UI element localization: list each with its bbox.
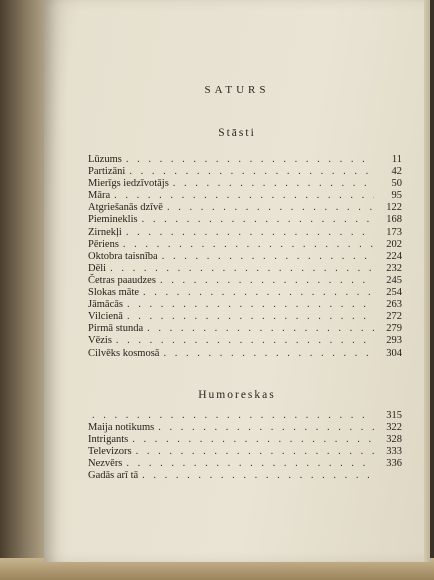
- toc-entry-page: 232: [386, 262, 402, 274]
- toc-entry: [88, 202, 402, 214]
- toc-entry-title: Vilcienā: [88, 311, 123, 323]
- toc-entry-title: Nezvērs: [88, 458, 123, 470]
- toc-entry-page: 11: [391, 154, 402, 165]
- dot-leader: [167, 202, 374, 213]
- book-binding: [0, 0, 48, 580]
- toc-entry-page: 272: [386, 311, 402, 323]
- toc-entry-page: 122: [386, 202, 402, 214]
- dot-leader: [136, 446, 374, 457]
- toc-entry: [88, 458, 402, 470]
- toc-entry: [88, 275, 402, 287]
- book-page: [44, 0, 430, 562]
- toc-entry: [88, 251, 402, 263]
- toc-entry: [88, 348, 402, 360]
- section-heading-stasti: Stāsti: [218, 127, 256, 139]
- toc-entry-title: Televizors: [88, 446, 132, 458]
- toc-entry-title: Cilvēks kosmosā: [88, 347, 160, 359]
- toc-entry: [88, 178, 402, 190]
- toc-entry-page: 293: [386, 335, 402, 347]
- toc-entry-title: Pirmā stunda: [88, 323, 144, 335]
- toc-entry-title: Oktobra taisnība: [88, 250, 158, 262]
- toc-entry-page: 315: [386, 410, 402, 421]
- toc-entry-page: 173: [386, 226, 402, 238]
- toc-entry-page: 336: [386, 458, 402, 470]
- toc-entry: [88, 335, 402, 347]
- toc-entry-page: 168: [386, 214, 402, 226]
- toc-entry-page: 202: [386, 238, 402, 250]
- dot-leader: [158, 422, 374, 433]
- toc-entry: [88, 214, 402, 226]
- dot-leader: [143, 287, 374, 298]
- toc-entry-page: 263: [386, 299, 402, 311]
- toc-entry-title: Maija notikums: [88, 422, 155, 434]
- dot-leader: [110, 263, 374, 274]
- toc-entry-title: Partizāni: [88, 166, 126, 178]
- toc-entry-title: Piemineklis: [88, 214, 138, 226]
- toc-entry-page: 328: [386, 434, 402, 446]
- toc-entry: [88, 410, 402, 422]
- toc-entry-title: Pēriens: [88, 238, 119, 250]
- toc-entry-title: Lūzums: [88, 154, 122, 165]
- dot-leader: [92, 410, 374, 421]
- dot-leader: [126, 227, 374, 238]
- toc-entry: [88, 299, 402, 311]
- toc-entry-title: Māra: [88, 190, 111, 202]
- toc-entry: [88, 446, 402, 458]
- toc-entry: [88, 287, 402, 299]
- toc-entry-page: 224: [386, 250, 402, 262]
- toc-entry: [88, 190, 402, 202]
- toc-entry-page: 95: [391, 190, 402, 202]
- dot-leader: [123, 239, 374, 250]
- toc-entry-title: Zirnekļi: [88, 226, 122, 238]
- toc-entry: [88, 470, 402, 482]
- toc-entry-title: Vēzis: [88, 335, 112, 347]
- dot-leader: [132, 434, 374, 445]
- toc-entry-title: Intrigants: [88, 434, 129, 446]
- dot-leader: [116, 335, 374, 346]
- dot-leader: [142, 214, 374, 225]
- toc-entry-page: 50: [391, 178, 402, 190]
- dot-leader: [160, 275, 374, 286]
- toc-list-humoreskas: [88, 410, 402, 483]
- dot-leader: [126, 154, 374, 165]
- dot-leader: [127, 311, 374, 322]
- toc-entry-title: Dēli: [88, 262, 107, 274]
- toc-entry-page: 279: [386, 323, 402, 335]
- toc-entry-page: 254: [386, 287, 402, 299]
- toc-entry: [88, 154, 402, 166]
- toc-entry: [88, 239, 402, 251]
- toc-entry-title: Četras paaudzes: [88, 274, 156, 286]
- dot-leader: [126, 458, 374, 469]
- toc-list-stasti: [88, 154, 402, 360]
- toc-entry: [88, 434, 402, 446]
- dot-leader: [163, 348, 374, 359]
- toc-entry: [88, 227, 402, 239]
- toc-entry-title: Atgriešanās dzīvē: [88, 202, 163, 214]
- toc-entry-title: Jāmācās: [88, 299, 123, 311]
- dot-leader: [129, 166, 374, 177]
- toc-entry: [88, 422, 402, 434]
- dot-leader: [114, 190, 374, 201]
- toc-entry-title: Mierīgs iedzīvotājs: [88, 178, 169, 190]
- toc-entry-title: Slokas māte: [88, 287, 140, 299]
- toc-entry-page: 304: [386, 347, 402, 359]
- page-title: SATURS: [204, 84, 270, 96]
- dot-leader: [127, 299, 374, 310]
- toc-entry-page: 333: [386, 446, 402, 458]
- toc-entry-page: 42: [391, 166, 402, 178]
- toc-entry-title: Gadās arī tā: [88, 470, 139, 482]
- toc-entry: [88, 311, 402, 323]
- section-heading-humoreskas: Humoreskas: [198, 389, 276, 401]
- toc-entry: [88, 263, 402, 275]
- toc-entry-page: 245: [386, 274, 402, 286]
- dot-leader: [173, 178, 374, 189]
- toc-entry-page: 322: [386, 422, 402, 434]
- toc-entry: [88, 166, 402, 178]
- dot-leader: [142, 470, 374, 481]
- toc-entry: [88, 323, 402, 335]
- dot-leader: [162, 251, 374, 262]
- dot-leader: [147, 323, 374, 334]
